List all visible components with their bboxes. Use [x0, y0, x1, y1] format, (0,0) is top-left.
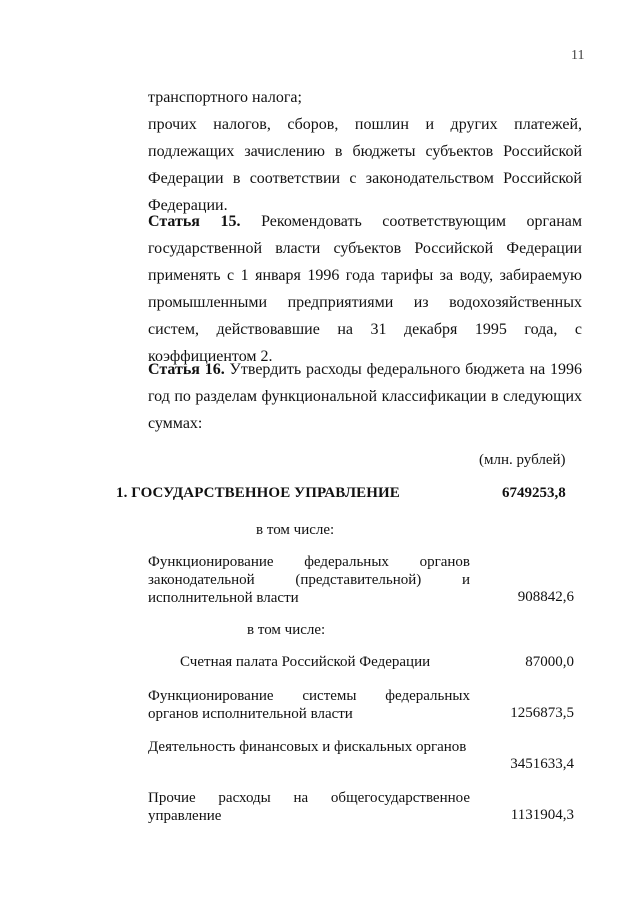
- article-15-text: Рекомендовать соответствующим органам государственной власти субъектов Российской Федерации применять с 1 января 1996 года тарифы за воду, забираемую промышленными предприятиями из водохозяйственных систем, действовавшие на 31 декабря 1995 года, с коэффициентом 2.: [148, 213, 582, 365]
- sub-item-value: 87000,0: [525, 654, 574, 670]
- page-number: 11: [571, 48, 585, 63]
- budget-item-text: Деятельность финансовых и фискальных органов: [148, 739, 467, 755]
- section-title: 1. ГОСУДАРСТВЕННОЕ УПРАВЛЕНИЕ: [116, 485, 400, 501]
- article-16-heading: Статья 16.: [148, 361, 225, 378]
- section-total: 6749253,8: [502, 485, 566, 501]
- budget-item-text: Прочие расходы на общегосударственное управление: [148, 790, 470, 824]
- article-16-text: Утвердить расходы федерального бюджета на 1996 год по разделам функциональной классификации в следующих суммах:: [148, 361, 583, 432]
- article-15-heading: Статья 15.: [148, 213, 241, 230]
- sub-including-label: в том числе:: [247, 622, 326, 638]
- budget-item-value: 3451633,4: [510, 756, 574, 772]
- budget-item-text: Функционирование системы федеральных органов исполнительной власти: [148, 688, 470, 722]
- article-16: [148, 356, 582, 437]
- budget-item-value: 908842,6: [517, 589, 574, 605]
- including-label: в том числе:: [256, 522, 335, 538]
- sub-item-text: Счетная палата Российской Федерации: [180, 654, 431, 670]
- budget-item-value: 1131904,3: [510, 807, 574, 823]
- intro-paragraph: прочих налогов, сборов, пошлин и других платежей, подлежащих зачислению в бюджеты субъектов Российской Федерации в соответствии с законодательством Российской Федерации.: [148, 116, 582, 214]
- intro-paragraph-first-line-wrapper: [148, 111, 582, 219]
- budget-item-value: 1256873,5: [510, 705, 574, 721]
- article-15: [148, 208, 582, 370]
- intro-line: транспортного налога;: [148, 89, 302, 106]
- budget-item-text: Функционирование федеральных органов законодательной (представительной) и исполнительной власти: [148, 554, 470, 606]
- unit-note: (млн. рублей): [479, 452, 566, 468]
